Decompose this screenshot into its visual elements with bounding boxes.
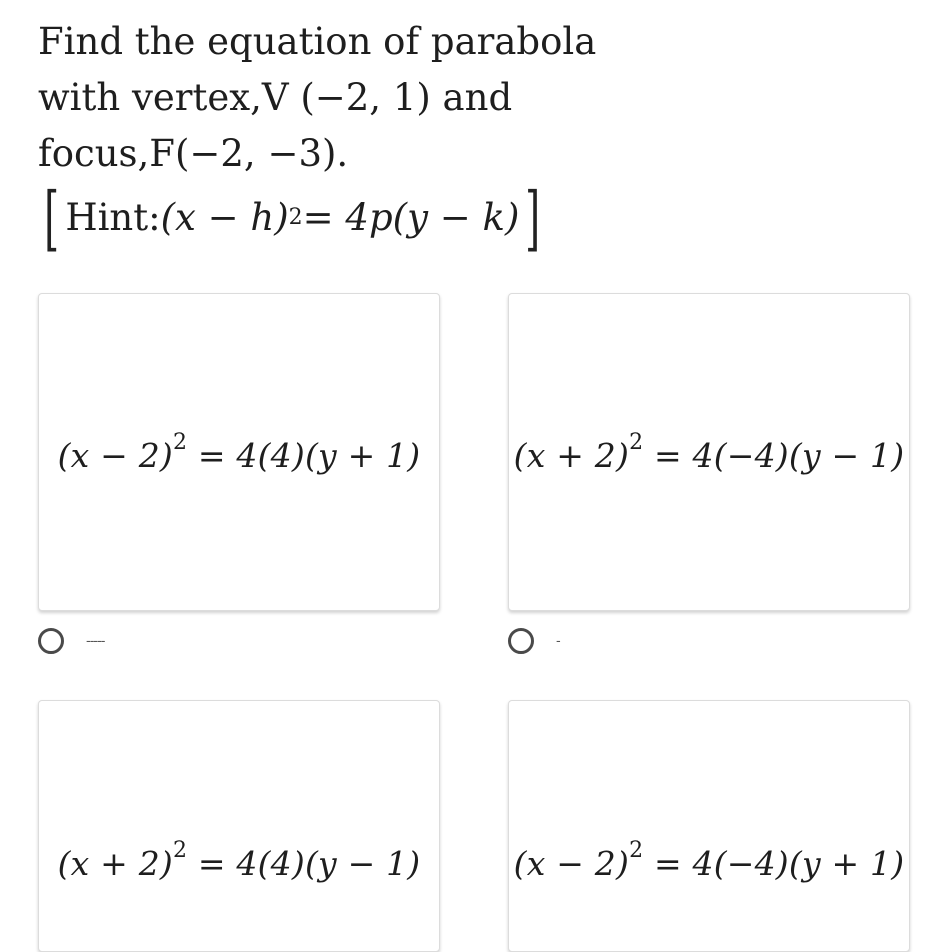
hint-exponent: 2 xyxy=(288,205,303,230)
option-card-d[interactable] xyxy=(508,700,910,952)
option-card-b[interactable] xyxy=(508,293,910,611)
option-a-exponent: 2 xyxy=(172,429,188,455)
hint-formula-lhs: (x − h) xyxy=(160,196,289,239)
option-b-equation xyxy=(514,430,905,475)
left-bracket: [ xyxy=(44,177,60,259)
option-d-equation xyxy=(514,838,905,883)
right-bracket: ] xyxy=(525,177,541,259)
option-a-radio-row[interactable] xyxy=(38,628,104,654)
option-b-rhs: = 4(−4)(y − 1) xyxy=(643,435,905,475)
option-a-equation xyxy=(58,430,421,475)
option-d-exponent: 2 xyxy=(629,837,644,863)
hint-label: Hint: xyxy=(65,196,161,239)
option-b-lhs: (x + 2) xyxy=(513,435,630,475)
option-b-exponent: 2 xyxy=(629,429,644,455)
question-text xyxy=(38,14,898,259)
option-c-exponent: 2 xyxy=(172,837,188,863)
option-card-c[interactable] xyxy=(38,700,440,952)
option-a-lhs: (x − 2) xyxy=(57,435,173,475)
option-a-radio-label: ----- xyxy=(86,633,105,649)
option-b-radio-row[interactable] xyxy=(508,628,560,654)
option-c-rhs: = 4(4)(y − 1) xyxy=(187,843,421,883)
option-a-rhs: = 4(4)(y + 1) xyxy=(187,435,421,475)
option-card-a[interactable] xyxy=(38,293,440,611)
option-a-radio[interactable] xyxy=(38,628,64,654)
question-line-2: with vertex,V (−2, 1) and xyxy=(38,76,513,119)
question-line-1: Find the equation of parabola xyxy=(38,20,597,63)
option-c-lhs: (x + 2) xyxy=(57,843,173,883)
hint-formula-rhs: = 4p(y − k) xyxy=(302,196,520,239)
option-c-equation xyxy=(58,838,421,883)
option-d-lhs: (x − 2) xyxy=(513,843,630,883)
option-b-radio-label: - xyxy=(556,633,560,649)
option-d-rhs: = 4(−4)(y + 1) xyxy=(643,843,905,883)
option-b-radio[interactable] xyxy=(508,628,534,654)
question-line-3: focus,F(−2, −3). xyxy=(38,132,349,175)
hint xyxy=(38,177,547,259)
